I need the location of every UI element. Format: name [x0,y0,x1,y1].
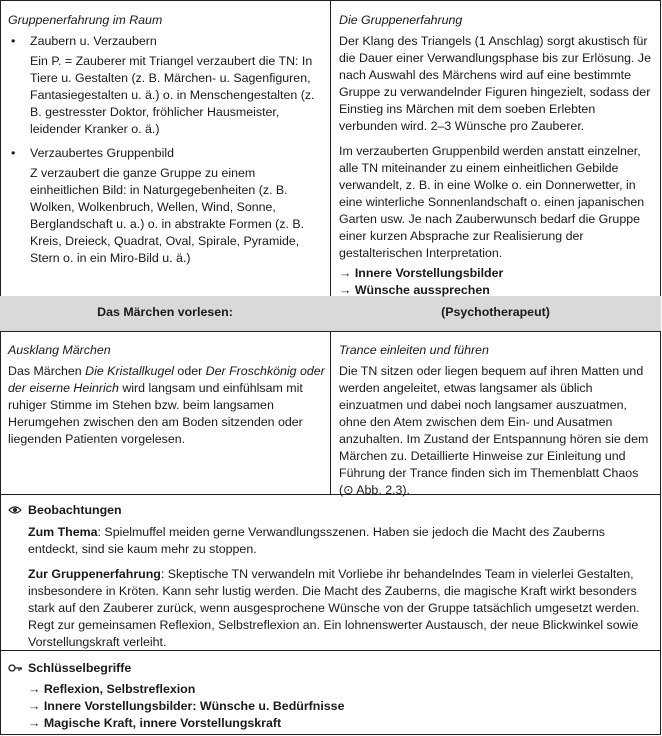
keywords-section [8,660,654,732]
cell-group-experience-space [8,12,326,267]
list-item [8,33,326,138]
divider-vertical-top [330,0,331,296]
bullet: • [11,34,16,48]
list-item-title: Zaubern u. Verzaubern [30,34,157,48]
list-item-text: Z verzaubert die ganze Gruppe zu einem einheitlichen Bild: in Naturgegebenheiten (z. B. Wolken, Wolkenbruch, Wellen, Wind, Sonne, Berglandschaft u. a.) o. in abstrakte Formen (z. B. Kreis, Dreieck, Quadrat, Oval, Spirale, Pyramide, Stern o. in ein Miro-Bild u. ä.) [30,166,305,265]
section-header [8,502,654,519]
section-header [8,660,654,677]
eye-icon [8,503,22,522]
section-title: Schlüsselbegriffe [28,661,132,675]
read-aloud-band [0,296,661,331]
text-part: wird langsam und einfühlsam mit ruhiger Stimme im Stehen bzw. beim langsamen Herumgehen zwischen den am Boden sitzenden oder liegenden Patienten vorgelesen. [8,381,303,446]
keyword-item: → Innere Vorstellungsbilder: Wünsche u. Bedürfnisse [28,699,345,713]
cell-heading: Ausklang Märchen [8,343,111,357]
key-icon [8,662,23,679]
band-label-right: (Psychotherapeut) [441,305,550,319]
observation-group [28,566,654,651]
cell-trance [339,342,655,499]
keyword-list [28,681,654,732]
paragraph: Der Klang des Triangels (1 Anschlag) sorgt akustisch für die Dauer einer Verwandlungsphase bis zur Erlösung. Je nach Auswahl des Märchens wird auf eine bestimmte Gruppe zu verwandelnder Figuren hingezielt, sodass der Einstieg ins Märchen mit dem soeben Erlebten verbunden wird. 2–3 Wünsche pro Zauberer. [339,34,652,133]
arrow-item: → Wünsche aussprechen [339,283,490,297]
observation-label: Zum Thema [28,525,98,539]
divider-vertical-mid [330,331,331,494]
arrow-item: → Innere Vorstellungsbilder [339,266,504,280]
cell-heading: Trance einleiten und führen [339,343,489,357]
text-part: oder [173,364,206,378]
bullet: • [11,146,16,160]
band-label-left: Das Märchen vorlesen: [97,305,233,319]
cell-heading: Gruppenerfahrung im Raum [8,13,163,27]
cell-group-experience [339,12,655,299]
cell-fairytale-ending [8,342,326,448]
list-item-text: Ein P. = Zauberer mit Triangel verzaubert die TN: In Tiere u. Gestalten (z. B. Märchen- u. Sagenfiguren, Fantasiegestalten u. ä.) o. in Menschengestalten (z. B. gestresster Doktor, fröhlicher Hausmeister, leidender Kranker o. ä.) [30,54,315,136]
list-item-title: Verzaubertes Gruppenbild [30,146,174,160]
paragraph [8,363,326,448]
keyword-item: → Reflexion, Selbstreflexion [28,682,196,696]
observation-text: : Skeptische TN verwandeln mit Vorliebe ihr behandelndes Team in vielerlei Gestalten, insbesondere in Kröten. Kann sehr lustig werden. Die Macht des Zauberns, die magische Kraft wirkt besonders stark auf den Zauberer zurück, wenn ausgesprochene Wünsche von der Gruppe tatsächlich umgesetzt werden. Regt zur gemeinsamen Reflexion, Selbstreflexion an. Ein lohnenswerter Austausch, der neue Blickwinkel sowie Vorstellungskraft verleiht. [28,567,640,649]
observation-label: Zur Gruppenerfahrung [28,567,161,581]
paragraph: Im verzauberten Gruppenbild werden anstatt einzelner, alle TN miteinander zu einem einheitlichen Gebilde verwandelt, z. B. in eine Wolke o. ein Donnerwetter, in eine winterliche Sonnenlandschaft o. einen japanischen Garten usw. Je nach Zauberwunsch bedarf die Gruppe einer kurzen Absprache zur Realisierung der gestalterischen Interpretation. [339,144,645,260]
section-title: Beobachtungen [28,503,122,517]
book-title: Die Kristallkugel [85,364,174,378]
keyword-item: → Magische Kraft, innere Vorstellungskraft [28,716,282,730]
observation-text: : Spielmuffel meiden gerne Verwandlungsszenen. Haben sie jedoch die Macht des Zauberns entdeckt, sind sie kaum mehr zu stoppen. [28,525,605,556]
text-part: Das Märchen [8,364,86,378]
paragraph: Die TN sitzen oder liegen bequem auf ihren Matten und werden angeleitet, etwas langsamer als üblich einzuatmen und dabei noch langsamer auszuatmen, ohne den Atem zwischen dem Ein- und Ausatmen anzuhalten. Im Zustand der Entspannung hören sie dem Märchen zu. Detaillierte Hinweise zur Einleitung und Führung der Trance finden sich im Themenblatt Chaos (⊙ Abb. 2.3). [339,364,649,497]
observations-section [8,502,654,651]
cell-heading: Die Gruppenerfahrung [339,13,463,27]
observation-topic [28,524,654,558]
book-title: Der Froschkönig oder der eiserne Heinrich [8,364,325,395]
list-item [8,145,326,267]
